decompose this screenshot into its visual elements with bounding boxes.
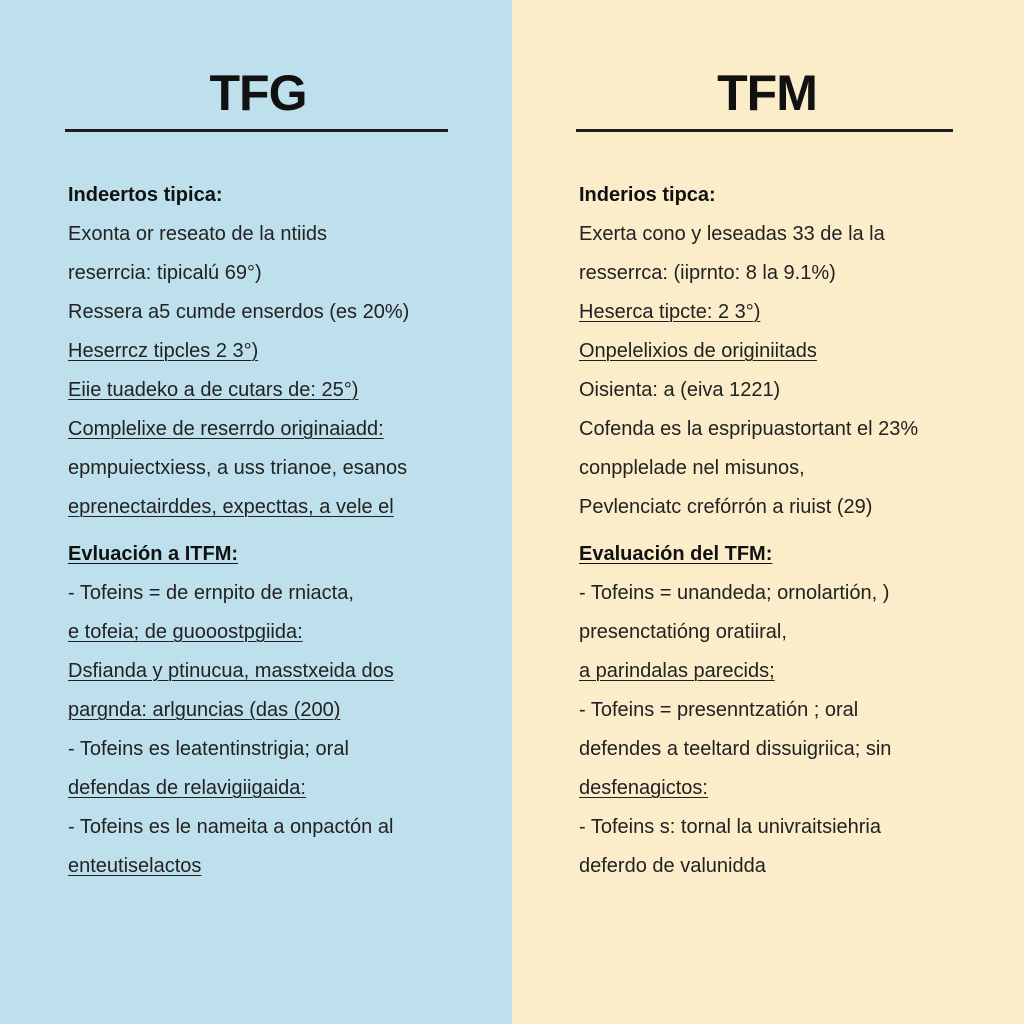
tfm-section1-line: Exerta cono y leseadas 33 de la la [579,223,885,245]
tfm-section1-line: Heserca tipcte: 2 3°) [579,301,761,323]
tfm-section1-line: Pevlenciatc crefórrón a riuist (29) [579,496,873,518]
tfg-section2-line: - Tofeins es leatentinstrigia; oral [68,738,349,760]
tfm-section2-line: defendes a teeltard dissuigriica; sin [579,738,892,760]
tfg-section-gap [68,527,498,535]
tfm-section2-line: - Tofeins s: tornal la univraitsiehria [579,816,881,838]
tfm-section1-line: Onpelelixios de originiitads [579,340,817,362]
tfg-section2-line: defendas de relavigiigaida: [68,777,306,799]
tfm-section1-line: Cofenda es la espripuastortant el 23% [579,418,919,440]
tfm-title: TFM [717,65,817,121]
tfg-section2-line: - Tofeins = de ernpito de rniacta, [68,582,354,604]
tfm-section2-line: - Tofeins = unandeda; ornolartión, ) [579,582,890,604]
tfm-section2-line: - Tofeins = presenntzatión ; oral [579,699,859,721]
tfg-section1-line: epmpuiectxiess, a uss trianoe, esanos [68,457,408,479]
tfg-section1-line: Heserrcz tipcles 2 3°) [68,340,259,362]
tfm-section1-line: Oisienta: a (eiva 1221) [579,379,781,401]
tfm-section-gap [579,527,1019,535]
tfm-section2-heading: Evaluación del TFM: [579,543,773,565]
tfg-section1-line: Eiie tuadeko a de cutars de: 25°) [68,379,359,401]
tfm-section2-line: a parindalas parecids; [579,660,775,682]
tfm-section2-line: deferdo de valunidda [579,855,766,877]
tfg-section2-line: pargnda: arlguncias (das (200) [68,699,341,721]
tfm-section1-line: resserrca: (iiprnto: 8 la 9.1%) [579,262,836,284]
tfg-section2-line: e tofeia; de guooostpgiida: [68,621,303,643]
tfg-section2-line: enteutiselactos [68,855,202,877]
tfm-section1-heading: Inderios tipca: [579,184,716,206]
tfm-section2-line: presenctatióng oratiiral, [579,621,787,643]
tfg-title: TFG [209,65,307,121]
tfg-section2-heading: Evluación a ITFM: [68,543,239,565]
tfg-section2-line: - Tofeins es le nameita a onpactón al [68,816,394,838]
tfg-section1-line: reserrcia: tipicalú 69°) [68,262,262,284]
tfm-title-divider [576,129,953,132]
tfg-section1-line: Complelixe de reserrdo originaiadd: [68,418,384,440]
tfm-column [512,0,1024,1024]
tfg-section1-line: eprenectairddes, expecttas, a vele el [68,496,394,518]
tfm-section1-line: conpplelade nel misunos, [579,457,805,479]
tfg-section2-line: Dsfianda y ptinucua, masstxeida dos [68,660,394,682]
tfg-section1-heading: Indeertos tipica: [68,184,223,206]
tfg-section1-line: Ressera a5 cumde enserdos (es 20%) [68,301,410,323]
tfg-title-divider [65,129,448,132]
tfm-section2-line: desfenagictos: [579,777,708,799]
tfg-content [68,176,498,886]
tfg-section1-line: Exonta or reseato de la ntiids [68,223,328,245]
tfm-content [579,176,1019,886]
